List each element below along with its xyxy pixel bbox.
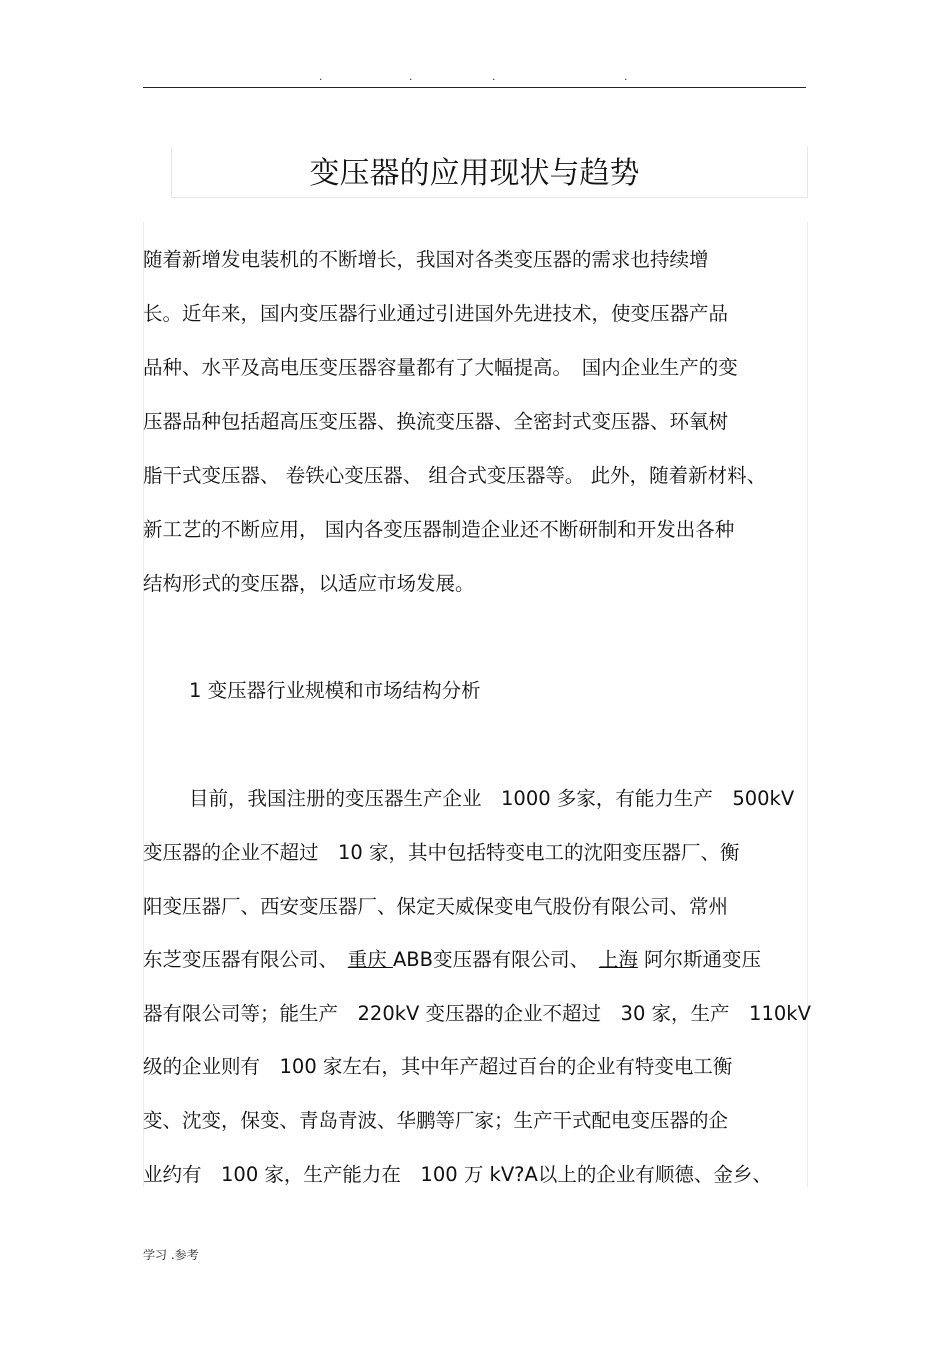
line-text: 东芝变压器有限公司、 [143,948,348,971]
header-dot: . [409,70,413,83]
line-text: ABB变压器有限公司、 [392,948,599,971]
paragraph-line: 业约有 100 家，生产能力在 100 万 kV?A以上的企业有顺德、金乡、 [143,1163,772,1186]
header-dot: . [319,70,323,83]
paragraph-line: 器有限公司等；能生产 220kV 变压器的企业不超过 30 家，生产 110kV [143,1002,811,1025]
paragraph-line [143,946,815,974]
paragraph-line: 长。近年来，国内变压器行业通过引进国外先进技术，使变压器产品 [143,302,729,325]
header-dot: . [492,70,496,83]
paragraph-line: 品种、水平及高电压变压器容量都有了大幅提高。 国内企业生产的变 [143,356,738,379]
link-chongqing[interactable]: 重庆 [347,948,393,971]
paragraph-line: 阳变压器厂、西安变压器厂、保定天威保变电气股份有限公司、常州 [143,895,729,918]
header-dot: . [624,70,628,83]
paragraph-line: 脂干式变压器、 卷铁心变压器、 组合式变压器等。 此外，随着新材料、 [143,464,767,487]
section-heading: 1 变压器行业规模和市场结构分析 [189,679,481,702]
paragraph-line: 随着新增发电装机的不断增长，我国对各类变压器的需求也持续增 [143,248,709,271]
line-text: 阿尔斯通变压 [637,948,762,971]
paragraph-line: 目前，我国注册的变压器生产企业 1000 多家，有能力生产 500kV [189,787,795,810]
footer-text: 学习 .参考 [143,1248,199,1262]
link-shanghai[interactable]: 上海 [598,948,638,971]
paragraph-line: 压器品种包括超高压变压器、换流变压器、全密封式变压器、环氧树 [143,410,729,433]
paragraph-line: 变压器的企业不超过 10 家，其中包括特变电工的沈阳变压器厂、衡 [143,841,740,864]
paragraph-line: 新工艺的不断应用， 国内各变压器制造企业还不断研制和开发出各种 [143,518,735,541]
paragraph-line: 结构形式的变压器，以适应市场发展。 [143,572,475,595]
header-dots [143,70,806,84]
header-rule [143,87,806,88]
paragraph-line: 变、沈变，保变、青岛青波、华鹏等厂家；生产干式配电变压器的企 [143,1109,729,1132]
paragraph-line: 级的企业则有 100 家左右，其中年产超过百台的企业有特变电工衡 [143,1055,733,1078]
document-title: 变压器的应用现状与趋势 [309,156,640,191]
